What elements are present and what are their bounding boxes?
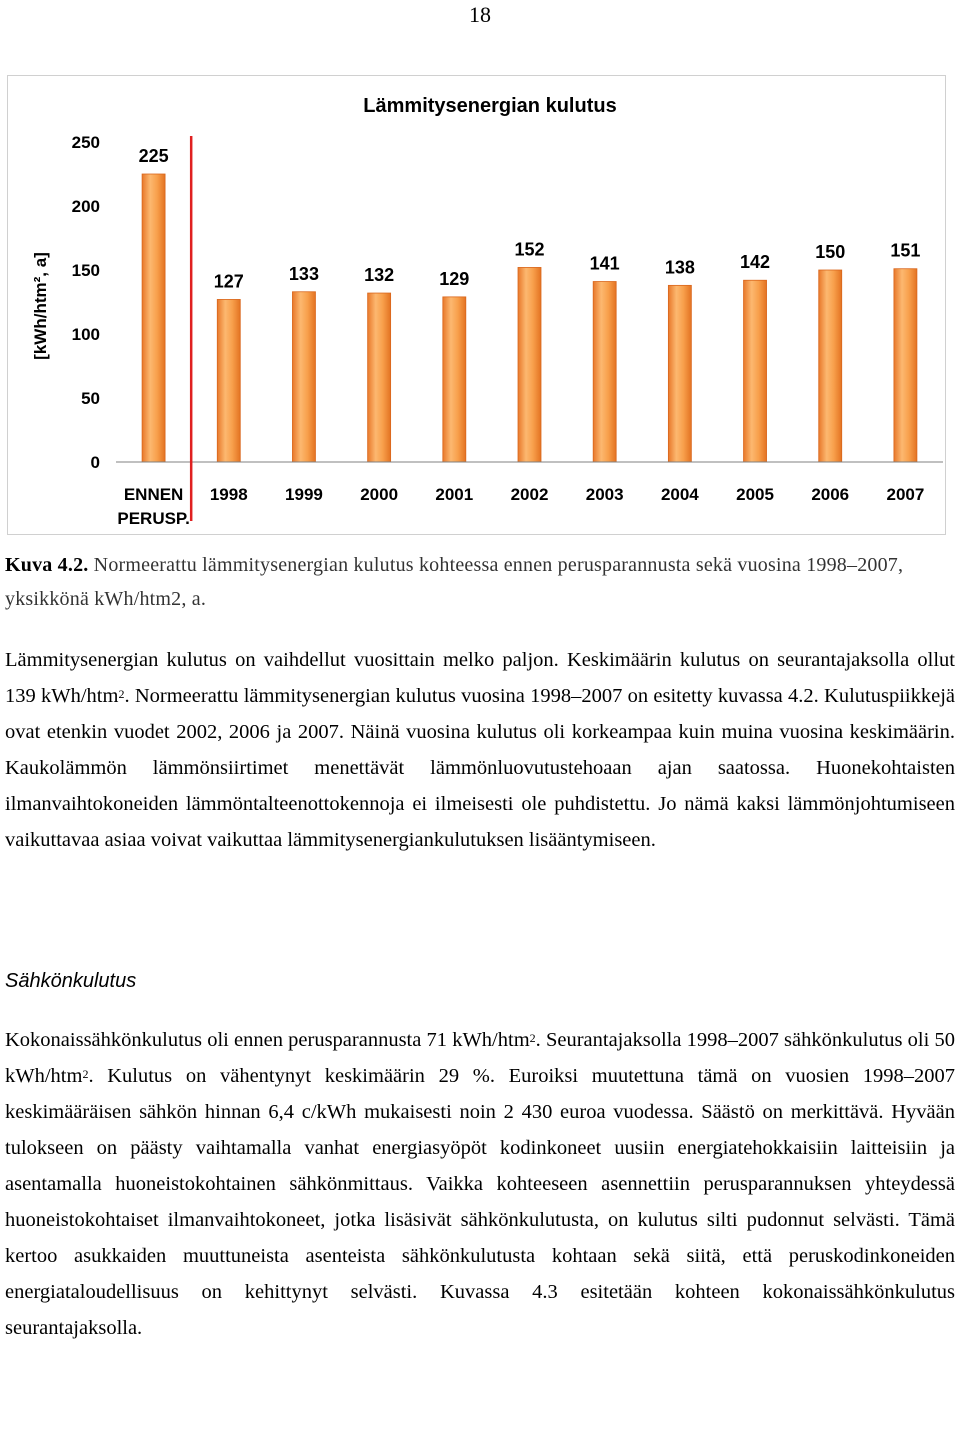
paragraph-text: Kokonaissähkönkulutus oli ennen perusparannusta 71 kWh/htm <box>5 1029 530 1051</box>
x-tick-label: ENNEN <box>123 485 184 504</box>
y-tick-label: 250 <box>71 133 100 152</box>
bar-value-label: 138 <box>664 257 695 278</box>
energy-chart <box>7 75 946 535</box>
x-tick-label: 1999 <box>285 485 323 504</box>
superscript: 2 <box>118 687 125 701</box>
section-heading: Sähkönkulutus <box>5 970 137 992</box>
y-tick-label: 100 <box>71 325 100 344</box>
bar <box>744 280 767 462</box>
bar <box>292 292 315 462</box>
bar <box>894 269 917 462</box>
y-axis-label: [kWh/htm², a] <box>31 252 50 360</box>
y-tick-label: 150 <box>71 261 100 280</box>
x-tick-label: 2004 <box>660 485 699 504</box>
figure-caption <box>5 548 955 616</box>
paragraph-text: . Normeerattu lämmitysenergian kulutus vuosina 1998–2007 on esitetty kuvassa 4.2. Kulutuspiikkejä ovat etenkin vuodet 2002, 2006 ja 2007. Näinä vuosina kulutus oli korkeampaa kuin muina vuosina keskimäärin. Kaukolämmön lämmönsiirtimet menettävät lämmönluovutustehoaan ajan saatossa. Huonekohtaisten ilmanvaihtokoneiden lämmöntalteenottokennoja ei ilmeisesti ole puhdistettu. Jo nämä kaksi lämmönjohtumiseen vaikuttavaa asiaa voivat vaikuttaa lämmitysenergiankulutuksen lisääntymiseen. <box>5 685 955 851</box>
paragraph-heating <box>5 642 955 858</box>
x-tick-label: 2000 <box>360 485 399 504</box>
bar-value-label: 142 <box>740 252 771 273</box>
bar-value-label: 150 <box>815 242 846 262</box>
paragraph-text: . Kulutus on vähentynyt keskimäärin 29 %. Euroiksi muutettuna tämä on vuosien 1998–2007 keskimääräisen sähkön hinnan 6,4 c/kWh mukaisesti noin 2 430 euroa vuodessa. Säästö on merkittävä. Hyvään tulokseen on päästy vaihtamalla vanhat energiasyöpöt kodinkoneet uusiin energiatehokkaisiin laitteisiin ja asentamalla huoneistokohtainen sähkönmittaus. Vaikka kohteeseen asennettiin perusparannuksen yhteydessä huoneistokohtaiset ilmanvaihtokoneet, jotka lisäsivät sähkönkulutusta, on kulutus silti pudonnut selvästi. Tämä kertoo asukkaiden muuttuneista asenteista sähkönkulutusta kohtaan sekä siitä, että peruskodinkoneiden energiataloudellisuus on kehittynyt selvästi. Kuvassa 4.3 esitetään kohteen kokonaissähkönkulutus seurantajaksolla. <box>5 1065 955 1339</box>
chart-title: Lämmitysenergian kulutus <box>363 95 617 117</box>
bar-value-label: 129 <box>439 268 470 289</box>
superscript: 2 <box>529 1031 536 1045</box>
x-tick-label: 1998 <box>209 485 248 504</box>
y-tick-label: 200 <box>71 197 100 216</box>
paragraph-electricity <box>5 1022 955 1346</box>
x-tick-label: 2001 <box>435 485 474 504</box>
chart-canvas <box>8 76 947 536</box>
x-tick-label: 2006 <box>811 485 850 504</box>
caption-label: Kuva 4.2. <box>5 554 89 576</box>
paragraph-text: . Seurantajaksolla 1998–2007 sähkönkulutus oli 50 kWh/htm <box>5 1029 955 1087</box>
bar-value-label: 151 <box>890 240 921 261</box>
x-tick-label: 2003 <box>585 485 624 504</box>
bar-value-label: 127 <box>213 271 244 292</box>
bar-value-label: 132 <box>364 265 395 286</box>
x-tick-label: 2005 <box>736 485 774 504</box>
bar <box>217 299 240 462</box>
bar <box>518 267 541 462</box>
bar-value-label: 133 <box>288 263 319 284</box>
x-tick-label: 2002 <box>510 485 549 504</box>
bar-value-label: 225 <box>138 146 169 166</box>
paragraph-text: Lämmitysenergian kulutus on vaihdellut vuosittain melko paljon. Keskimäärin kulutus on seurantajaksolla ollut 139 kWh/htm <box>5 649 955 707</box>
superscript: 2 <box>82 1067 89 1081</box>
bar-value-label: 152 <box>514 239 545 260</box>
bar <box>668 285 691 462</box>
bar <box>819 270 842 462</box>
x-tick-label: 2007 <box>886 485 925 504</box>
page-number: 18 <box>469 2 491 27</box>
bar-value-label: 141 <box>589 253 620 274</box>
caption-text: Normeerattu lämmitysenergian kulutus kohteessa ennen perusparannusta sekä vuosina 1998–2007, yksikkönä kWh/htm2, a. <box>5 554 904 610</box>
bar <box>142 174 165 462</box>
bar <box>443 297 466 462</box>
bar <box>593 282 616 462</box>
bar <box>368 293 391 462</box>
y-tick-label: 0 <box>90 453 100 472</box>
y-tick-label: 50 <box>81 389 100 408</box>
x-tick-label: PERUSP. <box>117 509 190 528</box>
